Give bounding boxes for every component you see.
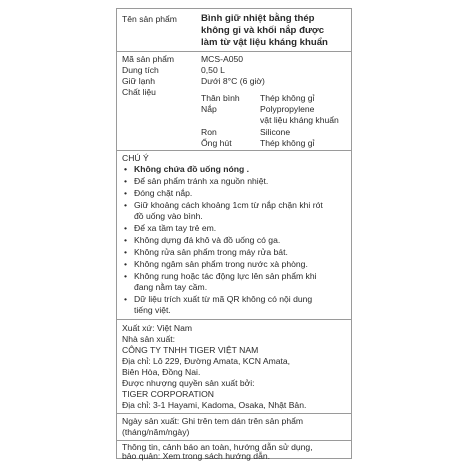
cold-retention-label: Giữ lạnh <box>122 76 155 86</box>
caution-item: Không rung hoặc tác động lực lên sản phẩm khi <box>134 271 317 281</box>
caution-item: Giữ khoảng cách khoảng 1cm từ nắp chặn khi rót <box>134 200 323 210</box>
caution-item-continued: đồ uống vào bình. <box>134 211 203 221</box>
caution-item: Đóng chặt nắp. <box>134 188 193 198</box>
manufacturer-address-continued: Biên Hòa, Đồng Nai. <box>122 367 201 377</box>
manufacture-date-format: (tháng/năm/ngày) <box>122 427 190 437</box>
material-value-lid-1: Polypropylene <box>260 104 315 114</box>
manufacturer-label: Nhà sản xuất: <box>122 334 176 344</box>
material-part-lid: Nắp <box>201 104 217 114</box>
product-name-line-1: Bình giữ nhiệt bằng thép <box>201 13 315 24</box>
product-name-line-2: không gỉ và khối nắp được <box>201 25 325 36</box>
bullet-icon: • <box>124 200 128 210</box>
origin-line: Xuất xứ: Việt Nam <box>122 323 193 333</box>
bullet-icon: • <box>124 294 128 304</box>
divider <box>117 413 351 414</box>
material-label: Chất liệu <box>122 87 156 97</box>
model-value: MCS-A050 <box>201 54 244 64</box>
caution-item: Không chứa đồ uống nóng . <box>134 164 250 174</box>
manufacture-date: Ngày sản xuất: Ghi trên tem dán trên sản phẩm <box>122 416 304 426</box>
caution-item: Không rửa sản phẩm trong máy rửa bát. <box>134 247 288 257</box>
bullet-icon: • <box>124 271 128 281</box>
manufacturer-address: Địa chỉ: Lô 229, Đường Amata, KCN Amata, <box>122 356 291 366</box>
divider <box>117 51 351 52</box>
bullet-icon: • <box>124 259 128 269</box>
product-name-label: Tên sản phẩm <box>122 14 177 24</box>
caution-item: Dữ liệu trích xuất từ mã QR không có nội dung <box>134 294 313 304</box>
divider <box>117 150 351 151</box>
caution-item-continued: tiếng việt. <box>134 305 171 315</box>
product-label-card <box>116 8 352 459</box>
model-label: Mã sản phẩm <box>122 54 175 64</box>
licensed-by-label: Được nhượng quyền sản xuất bởi: <box>122 378 255 388</box>
material-value-lid-2: vật liệu kháng khuẩn <box>260 115 339 125</box>
divider <box>117 440 351 441</box>
material-value-straw: Thép không gỉ <box>260 138 315 148</box>
footer-line-2: bảo quản: Xem trong sách hướng dẫn. <box>122 451 271 461</box>
bullet-icon: • <box>124 188 128 198</box>
bullet-icon: • <box>124 176 128 186</box>
bullet-icon: • <box>124 164 128 174</box>
capacity-label: Dung tích <box>122 65 159 75</box>
caution-item-continued: đang nằm tay cầm. <box>134 282 208 292</box>
bullet-icon: • <box>124 223 128 233</box>
licensor-name: TIGER CORPORATION <box>122 389 214 399</box>
footer-line-1: Thông tin, cảnh báo an toàn, hướng dẫn sử dụng, <box>122 442 313 452</box>
bullet-icon: • <box>124 235 128 245</box>
caution-item: Không ngâm sản phẩm trong nước xà phòng. <box>134 259 308 269</box>
product-name-line-3: làm từ vật liệu kháng khuẩn <box>201 37 328 48</box>
material-part-straw: Ống hút <box>201 138 232 148</box>
material-part-gasket: Ron <box>201 127 217 137</box>
bullet-icon: • <box>124 247 128 257</box>
caution-item: Để xa tầm tay trẻ em. <box>134 223 217 233</box>
divider <box>117 319 351 320</box>
material-value-gasket: Silicone <box>260 127 291 137</box>
cold-retention-value: Dưới 8°C (6 giờ) <box>201 76 265 86</box>
caution-item: Không dựng đá khô và đồ uống có ga. <box>134 235 281 245</box>
licensor-address: Địa chỉ: 3-1 Hayami, Kadoma, Osaka, Nhật Bản. <box>122 400 307 410</box>
caution-item: Để sản phẩm tránh xa nguồn nhiệt. <box>134 176 269 186</box>
material-part-body: Thân bình <box>201 93 240 103</box>
caution-heading: CHÚ Ý <box>122 153 149 163</box>
manufacturer-name: CÔNG TY TNHH TIGER VIỆT NAM <box>122 345 259 355</box>
material-value-body: Thép không gỉ <box>260 93 315 103</box>
capacity-value: 0,50 L <box>201 65 225 75</box>
